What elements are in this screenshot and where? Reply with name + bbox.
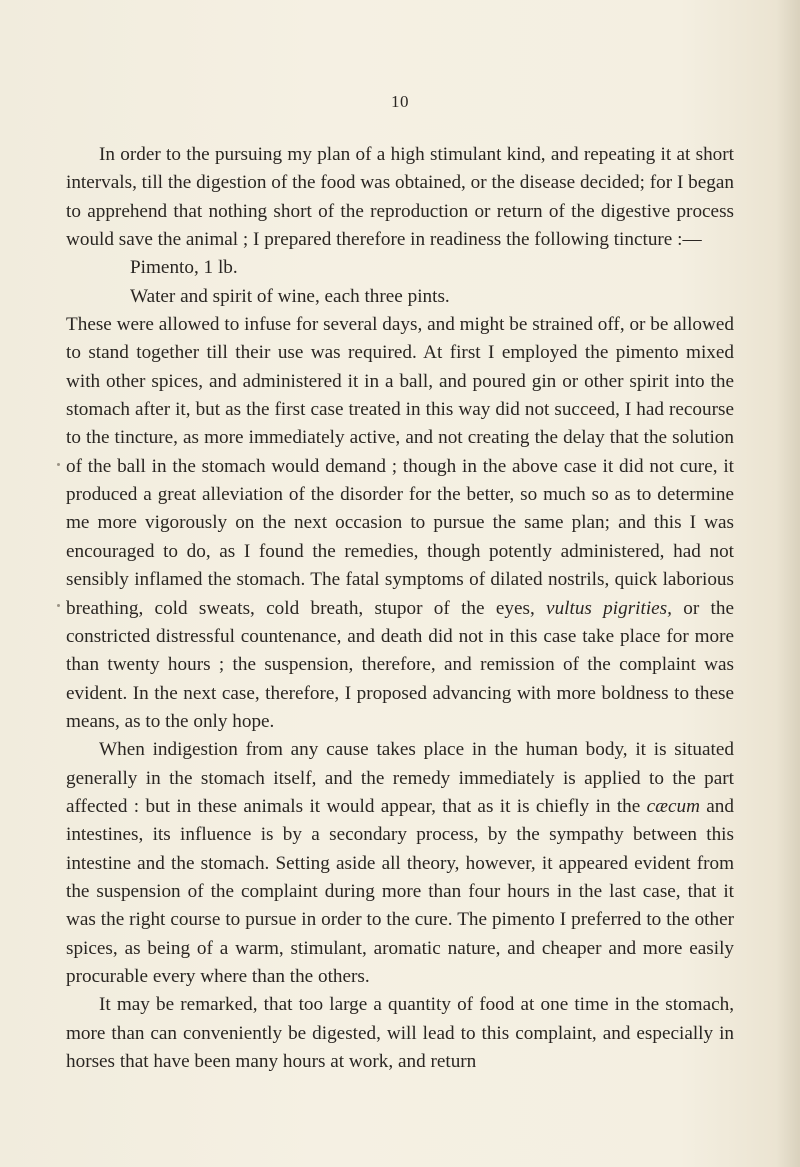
text-run: or the constricted distressful countenance, and death did not in this case take place for more than twenty hours ; the suspension, therefore, and remission of the complaint was evident. In the next case, therefore, I proposed advancing with more boldness to these means, as to the only hope. (66, 597, 734, 732)
body-text (66, 141, 734, 1076)
recipe-line (66, 254, 734, 282)
italic-phrase: cæcum (646, 795, 700, 817)
page-number: 10 (391, 92, 409, 111)
paper-speck (57, 463, 60, 466)
paragraph (66, 736, 734, 991)
paragraph (66, 311, 734, 736)
text-run: Water and spirit of wine, each three pints. (130, 285, 450, 307)
paragraph (66, 991, 734, 1076)
text-run: It may be remarked, that too large a quantity of food at one time in the stomach, more than can conveniently be digested, will lead to this complaint, and especially in horses that have been many hours at work, and return (66, 994, 734, 1072)
text-run: These were allowed to infuse for several days, and might be strained off, or be allowed to stand together till their use was required. At first I employed the pimento mixed with other spices, and administered it in a ball, and poured gin or other spirit into the stomach after it, but as the first case treated in this way did not succeed, I had recourse to the tincture, as more immediately active, and not creating the delay that the solution of the ball in the stomach would demand ; though in the above case it did not cure, it produced a great alleviation of the disorder for the better, so much so as to determine me more vigorously on the next occasion to pursue the same plan; and this I was encouraged to do, as I found the remedies, though potently administered, had not sensibly inflamed the stomach. The fatal symptoms of dilated nostrils, quick laborious breathing, cold sweats, cold breath, stupor of the eyes, (66, 314, 734, 619)
text-run: and intestines, its influence is by a secondary process, by the sympathy between this intestine and the stomach. Setting aside all theory, however, it appeared evident from the suspension of the complaint during more than four hours in the last case, that it was the right course to pursue in order to the cure. The pimento I preferred to the other spices, as being of a warm, stimulant, aromatic nature, and cheaper and more easily procurable every where than the others. (66, 795, 734, 987)
text-run: When indigestion from any cause takes place in the human body, it is situated generally in the stomach itself, and the remedy immediately is applied to the part affected : but in these animals it would appear, that as it is chiefly in the (66, 739, 734, 817)
paragraph (66, 141, 734, 254)
italic-phrase: vultus pigrities, (546, 597, 672, 619)
recipe-line (66, 283, 734, 311)
text-run: In order to the pursuing my plan of a high stimulant kind, and repeating it at short intervals, till the digestion of the food was obtained, or the disease decided; for I began to apprehend that nothing short of the reproduction or return of the digestive process would save the animal ; I prepared therefore in readiness the following tincture :— (66, 144, 734, 251)
paper-speck (57, 604, 60, 607)
text-run: Pimento, 1 lb. (130, 257, 238, 279)
